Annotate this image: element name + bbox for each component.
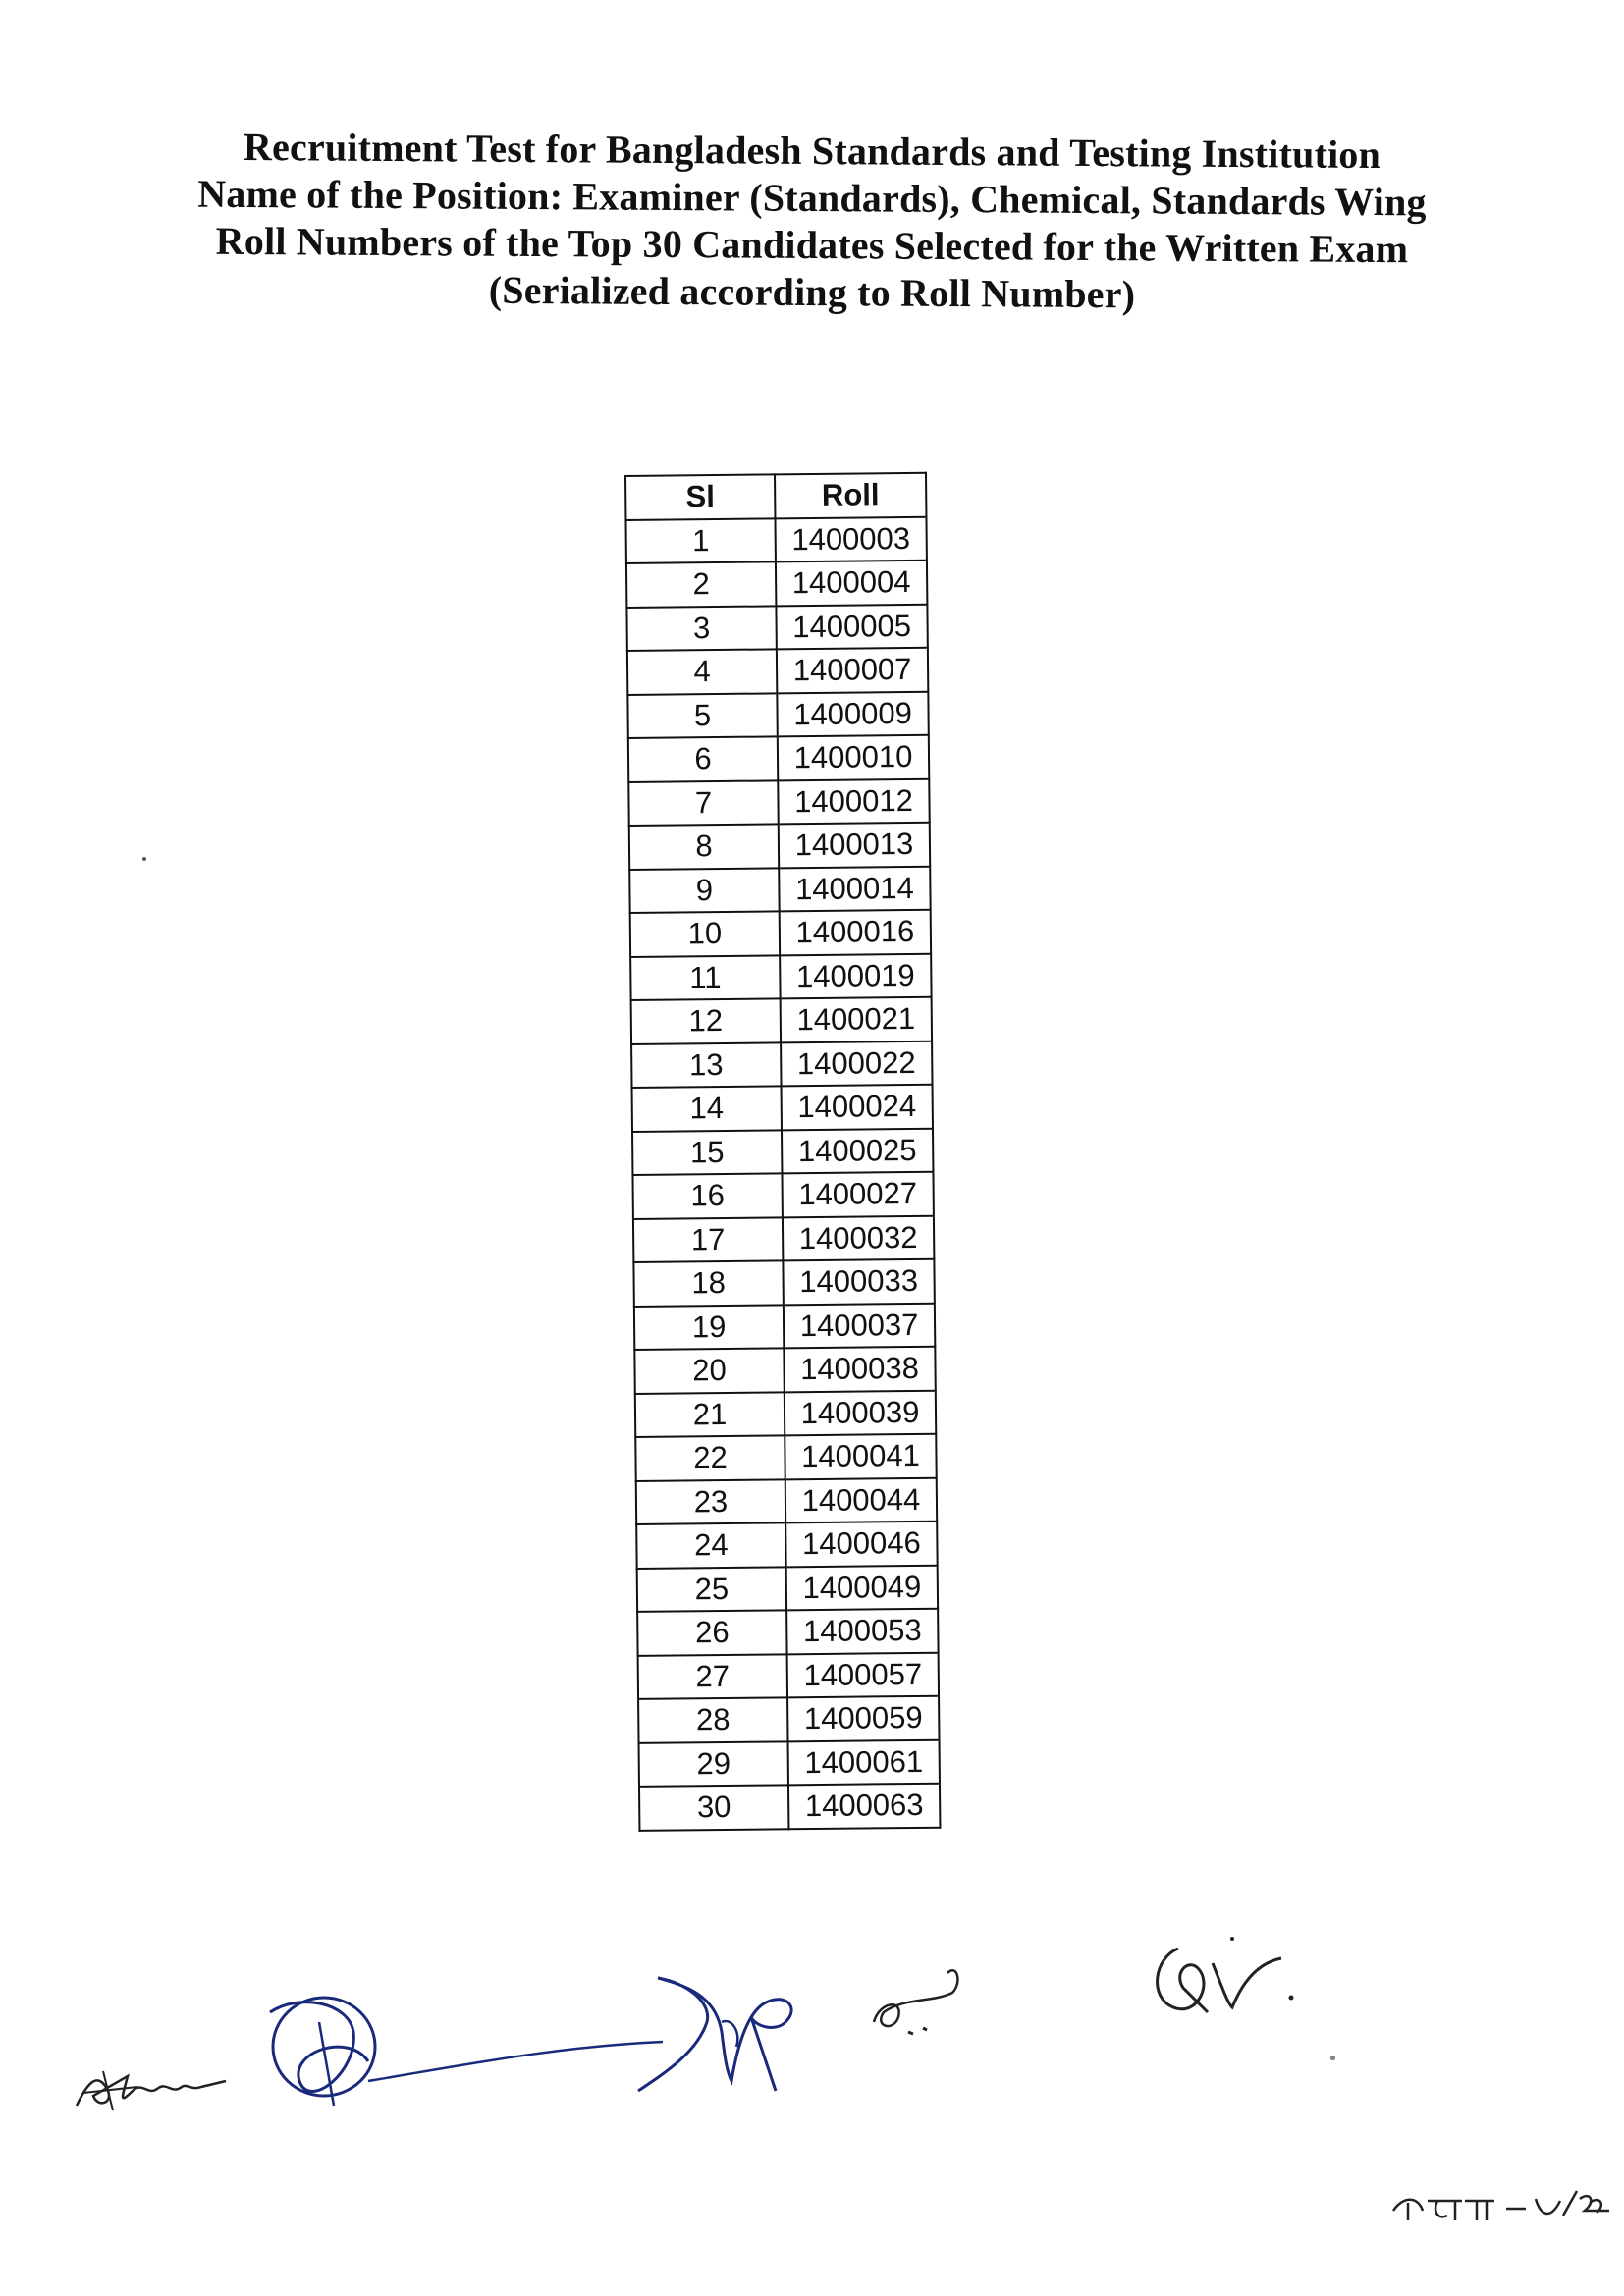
table-row (628, 735, 929, 782)
cell-roll: 1400022 (781, 1041, 932, 1086)
cell-roll: 1400007 (777, 648, 928, 693)
header-note: (Serialized according to Roll Number) (488, 267, 1136, 317)
table-row (629, 823, 930, 870)
table-row (632, 1128, 933, 1175)
table-row (637, 1565, 938, 1612)
table-body (625, 516, 940, 1830)
signature-4-graphic (864, 1953, 982, 2042)
table-header-row (625, 473, 926, 520)
signature-1 (69, 2052, 236, 2120)
signature-2-graphic (260, 1973, 673, 2130)
column-header-sl: Sl (625, 474, 775, 519)
table-row (632, 1085, 933, 1132)
table-row (625, 516, 926, 563)
cell-roll: 1400025 (782, 1128, 933, 1173)
cell-roll: 1400059 (787, 1696, 939, 1741)
table-row (633, 1215, 934, 1262)
cell-roll: 1400019 (780, 953, 931, 998)
table-row (636, 1477, 937, 1524)
column-header-roll: Roll (775, 473, 926, 518)
cell-sl: 1 (625, 518, 775, 563)
cell-sl: 4 (627, 649, 777, 694)
cell-roll: 1400046 (785, 1522, 937, 1567)
table-row (627, 648, 928, 695)
cell-sl: 5 (627, 693, 777, 738)
table-row (626, 561, 927, 608)
cell-roll: 1400004 (776, 561, 927, 606)
cell-sl: 3 (626, 606, 776, 651)
cell-sl: 27 (638, 1654, 787, 1699)
cell-roll: 1400037 (784, 1303, 935, 1348)
table-row (639, 1739, 940, 1787)
page-number-note (1388, 2181, 1614, 2230)
cell-sl: 22 (635, 1435, 785, 1480)
table-row (635, 1434, 936, 1481)
roll-table (624, 472, 941, 1832)
cell-roll: 1400014 (779, 866, 930, 911)
cell-roll: 1400063 (788, 1784, 940, 1829)
cell-roll: 1400039 (785, 1390, 936, 1435)
table-row (629, 866, 930, 913)
cell-sl: 24 (636, 1522, 785, 1568)
cell-sl: 16 (632, 1173, 782, 1218)
signature-4 (864, 1953, 982, 2042)
cell-sl: 8 (629, 824, 779, 869)
table-row (633, 1259, 934, 1307)
page-number-handwriting (1388, 2181, 1614, 2230)
table-row (634, 1347, 935, 1394)
table-row (630, 910, 931, 957)
cell-sl: 2 (626, 561, 776, 607)
signature-5 (1144, 1929, 1311, 2037)
table-row (637, 1609, 938, 1656)
cell-roll: 1400032 (783, 1215, 934, 1260)
cell-roll: 1400027 (782, 1172, 933, 1217)
header-subtitle: Roll Numbers of the Top 30 Candidates Selected for the Written Exam (215, 218, 1409, 272)
header-title: Recruitment Test for Bangladesh Standards and Testing Institution (243, 124, 1381, 178)
table-row (634, 1303, 935, 1350)
scan-speck (142, 857, 146, 861)
cell-roll: 1400016 (780, 910, 931, 955)
cell-roll: 1400053 (786, 1609, 938, 1654)
cell-sl: 13 (631, 1042, 781, 1088)
cell-roll: 1400041 (785, 1434, 936, 1479)
header-position: Name of the Position: Examiner (Standards), Chemical, Standards Wing (197, 171, 1427, 225)
table-row (631, 997, 932, 1044)
signature-3-graphic (628, 1963, 805, 2101)
cell-roll: 1400013 (779, 823, 930, 868)
cell-roll: 1400049 (786, 1565, 938, 1610)
cell-roll: 1400005 (776, 604, 927, 649)
signature-3 (628, 1963, 805, 2101)
cell-sl: 7 (628, 780, 778, 826)
cell-sl: 29 (639, 1741, 788, 1787)
cell-sl: 21 (635, 1392, 785, 1437)
cell-sl: 14 (632, 1086, 782, 1131)
table-row (636, 1522, 937, 1569)
cell-sl: 20 (634, 1348, 784, 1393)
cell-sl: 17 (633, 1217, 783, 1262)
table-row (639, 1784, 940, 1831)
cell-roll: 1400009 (777, 691, 928, 736)
table-row (638, 1652, 939, 1699)
cell-sl: 9 (629, 868, 779, 913)
table-row (638, 1696, 939, 1743)
cell-sl: 25 (637, 1567, 786, 1612)
cell-roll: 1400024 (782, 1085, 933, 1130)
cell-roll: 1400012 (778, 778, 929, 824)
cell-sl: 12 (631, 998, 781, 1043)
cell-roll: 1400021 (781, 997, 932, 1042)
cell-sl: 18 (633, 1260, 783, 1306)
table-row (628, 778, 929, 826)
cell-sl: 11 (630, 955, 780, 1000)
cell-roll: 1400003 (775, 516, 926, 561)
cell-sl: 19 (634, 1305, 784, 1350)
cell-roll: 1400044 (785, 1477, 937, 1522)
signature-5-graphic (1144, 1929, 1311, 2037)
cell-sl: 10 (630, 911, 780, 956)
signature-1-graphic (69, 2052, 236, 2120)
document-header (0, 124, 1624, 317)
table-row (626, 604, 927, 651)
table-row (631, 1041, 932, 1088)
cell-roll: 1400038 (784, 1347, 935, 1392)
signature-2 (260, 1973, 673, 2130)
table-row (627, 691, 928, 738)
table-row (635, 1390, 936, 1437)
table-row (632, 1172, 933, 1219)
table-row (630, 953, 931, 1000)
cell-roll: 1400033 (783, 1259, 934, 1305)
cell-sl: 15 (632, 1130, 782, 1175)
cell-roll: 1400057 (787, 1652, 939, 1697)
cell-roll: 1400061 (788, 1739, 940, 1785)
cell-sl: 28 (638, 1697, 787, 1742)
cell-sl: 6 (628, 736, 778, 781)
roll-table-container (624, 472, 941, 1832)
cell-roll: 1400010 (778, 735, 929, 780)
cell-sl: 23 (636, 1479, 785, 1524)
cell-sl: 26 (637, 1610, 786, 1655)
cell-sl: 30 (639, 1785, 788, 1830)
scan-speck (1330, 2056, 1335, 2060)
